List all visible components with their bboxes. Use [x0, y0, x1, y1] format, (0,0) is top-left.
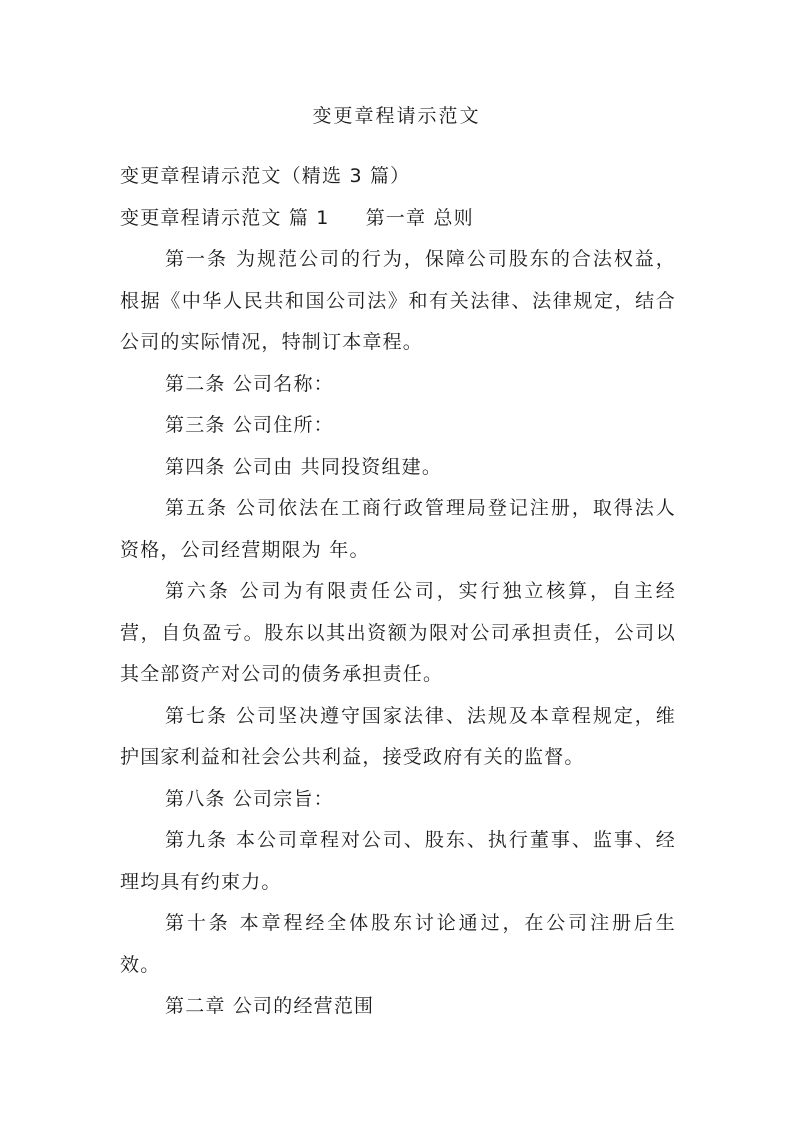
paragraph: 第六条 公司为有限责任公司，实行独立核算，自主经营，自负盈亏。股东以其出资额为限对公司承担责任，公司以其全部资产对公司的债务承担责任。: [120, 580, 676, 685]
chapter-two-heading: 第二章 公司的经营范围: [165, 995, 375, 1017]
paragraph: 第七条 公司坚决遵守国家法律、法规及本章程规定，维护国家利益和社会公共利益，接受政府有关的监督。: [120, 704, 676, 768]
document-subtitle: 变更章程请示范文（精选 3 篇）: [120, 165, 411, 187]
paragraph: 第一条 为规范公司的行为，保障公司股东的合法权益，根据《中华人民共和国公司法》和有关法律、法律规定，结合公司的实际情况，特制订本章程。: [120, 248, 676, 353]
document-title: 变更章程请示范文: [312, 105, 481, 127]
chapter-heading: 第一章 总则: [365, 206, 474, 229]
document-body: [120, 156, 676, 1028]
article-heading: [120, 198, 676, 240]
article-title: 变更章程请示范文 篇 1: [120, 206, 330, 229]
paragraph: 第九条 本公司章程对公司、股东、执行董事、监事、经理均具有约束力。: [120, 829, 676, 893]
paragraph: 第三条 公司住所：: [165, 414, 334, 436]
paragraph: 第五条 公司依法在工商行政管理局登记注册，取得法人资格，公司经营期限为 年。: [120, 497, 676, 561]
paragraph: 第四条 公司由 共同投资组建。: [165, 455, 443, 478]
paragraph: 第二条 公司名称：: [165, 372, 334, 395]
paragraph: 第十条 本章程经全体股东讨论通过，在公司注册后生效。: [120, 912, 676, 976]
paragraph: 第八条 公司宗旨：: [165, 787, 334, 810]
